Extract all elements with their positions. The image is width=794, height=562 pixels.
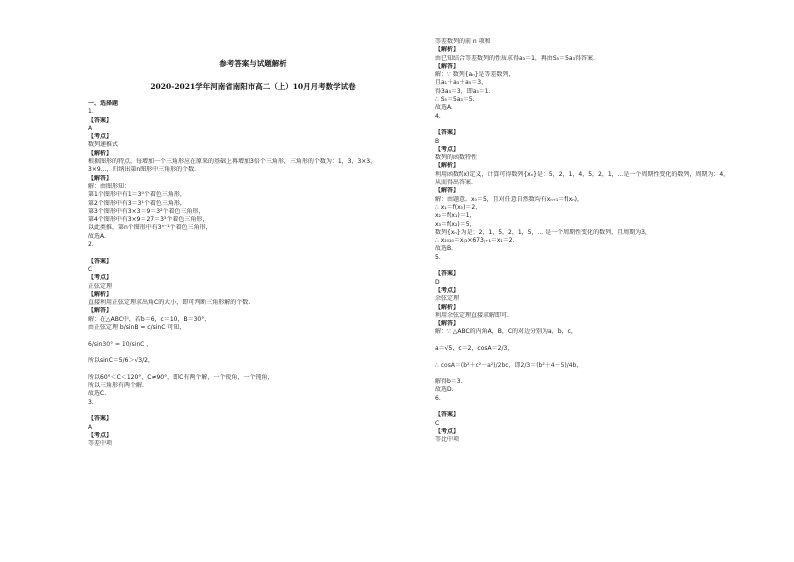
text-line: 数列的函数特性	[435, 154, 478, 162]
text-line: 余弦定理	[435, 295, 460, 303]
text-line: 3×9...，归纳出第n图形中三角形的个数.	[88, 166, 197, 174]
section-heading: 【解析】	[88, 149, 113, 157]
section-heading: 【解析】	[88, 290, 113, 298]
text-line: 第2个图形中有3＝3¹个着色三角形，	[88, 199, 186, 207]
text-line: a＝√5，c＝2，cosA＝2/3，	[435, 344, 514, 352]
section-heading: 【考点】	[435, 427, 460, 435]
text-line: 等差数列的前 n 项和	[435, 38, 491, 45]
text-line: 第1个图形中有1＝3⁰个着色三角形，	[88, 191, 186, 199]
text-line: 4.	[435, 112, 441, 120]
section-heading: 【解析】	[435, 162, 460, 170]
section-heading: 【答案】	[435, 129, 460, 137]
text-line: 直接利用正弦定理求出角C的大小，即可判断三角形解的个数.	[88, 299, 251, 307]
text-line: C	[88, 265, 93, 273]
text-line: x₂＝f(x₁)＝1，	[435, 212, 476, 220]
text-line: 由正弦定理 b/sinB = c/sinC 可知，	[88, 324, 186, 332]
text-line: 所以60°＜C＜120°，C≠90°，即C有两个解，一个锐角，一个钝角，	[88, 373, 274, 381]
text-line	[435, 403, 775, 411]
text-line: 第3个图形中有3×3＝9＝3²个着色三角形，	[88, 207, 205, 215]
text-line: 解：∵ 数列{aₙ}是等差数列，	[435, 71, 515, 79]
section-heading: 【考点】	[88, 133, 113, 141]
text-line: 1.	[88, 108, 94, 116]
text-line	[88, 349, 418, 357]
text-line: 从而得出答案.	[435, 179, 473, 187]
text-line	[88, 249, 418, 257]
text-line: 得3a₃＝3，即a₃＝1.	[435, 87, 491, 95]
text-line: 数列{xₙ}为是：2，1，5，2，1，5，... 是一个周期性变化的数列，且周期为3，	[435, 228, 651, 236]
right-column	[435, 38, 775, 445]
text-line: 且a₁＋a₃＋a₅＝3，	[435, 79, 488, 87]
left-column-body	[88, 100, 418, 448]
text-line: 故选A.	[435, 104, 453, 112]
text-line: 故选A.	[88, 232, 106, 240]
text-line	[435, 370, 775, 378]
document-subtitle: 2020-2021学年河南省南阳市高二（上）10月月考数学试卷	[150, 82, 356, 91]
text-line: 正弦定理	[88, 282, 113, 290]
text-line: 所以三角形有两个解.	[88, 382, 144, 390]
section-heading: 【考点】	[435, 145, 460, 153]
section-heading: 【答案】	[435, 270, 460, 278]
text-line: 解得b＝3.	[435, 378, 463, 386]
text-line: B	[435, 137, 440, 145]
section-heading: 【解答】	[435, 62, 460, 70]
text-line: 故选B.	[435, 245, 454, 253]
text-line: 5.	[435, 253, 441, 261]
section-heading: 【答案】	[88, 415, 113, 423]
text-line	[435, 337, 775, 345]
section-heading: 【答案】	[435, 411, 460, 419]
text-line: A	[88, 423, 93, 431]
document-title: 参考答案与试题解析	[219, 59, 287, 68]
left-column	[88, 58, 418, 448]
section-heading: 【答案】	[88, 257, 113, 265]
section-heading: 【考点】	[435, 286, 460, 294]
text-line: 6/sin30° = 10/sinC ，	[88, 340, 153, 348]
text-line: C	[435, 419, 440, 427]
text-line: 2.	[88, 241, 94, 249]
text-line: 等比中项	[435, 436, 460, 444]
section-heading: 一、选择题	[88, 100, 119, 107]
text-line: ∴ S₅＝5a₃＝5.	[435, 96, 475, 104]
text-line: 故选C.	[88, 390, 107, 398]
text-line	[435, 121, 775, 129]
section-heading: 【解答】	[88, 307, 113, 315]
text-line	[88, 366, 418, 374]
text-line: 利用余弦定理直接求解即可.	[435, 311, 509, 319]
text-line: ∴ x₂₀₂₀＝x₍₃×673₎₊₁＝x₁＝2.	[435, 237, 515, 245]
text-line: 以此类推，第n个图形中有3ⁿ⁻¹个着色三角形，	[88, 224, 212, 232]
text-line: 解：在△ABC中，若b＝6，c＝10，B＝30°，	[88, 315, 211, 323]
text-line: 解：∵ △ABC的内角A，B，C的对边分别为a，b，c，	[435, 328, 577, 336]
text-line: 故选D.	[435, 386, 454, 394]
text-line: ∴ x₁＝f(x₀)＝2，	[435, 203, 482, 211]
text-line	[435, 353, 775, 361]
text-line: ∴ cosA＝(b²＋c²－a²)/2bc，即2/3＝(b²＋4－5)/4b，	[435, 361, 583, 369]
text-line: 解：由图形知：	[88, 182, 131, 190]
text-line: 所以sinC＝5/6＞√3/2，	[88, 357, 154, 365]
section-heading: 【考点】	[88, 431, 113, 439]
text-line: 6.	[435, 394, 441, 402]
text-line: 数列递推式	[88, 141, 119, 149]
text-line: 3.	[88, 398, 94, 406]
text-line: 等差中项	[88, 440, 113, 448]
text-line	[88, 407, 418, 415]
section-heading: 【解析】	[435, 46, 460, 54]
text-line: 第4个图形中有3×9＝27＝3³个着色三角形，	[88, 216, 209, 224]
section-heading: 【答案】	[88, 116, 113, 124]
text-line: 利用函数f(x)定义，计算可得数列{xₙ}是：5，2，1，4，5，2，1，...是一个周期性变化的数列，周期为：4，	[435, 170, 730, 178]
right-column-body	[435, 38, 775, 445]
text-line	[88, 332, 418, 340]
text-line: 由已知结合等差数列的性质求得a₃＝1，再由S₅＝5a₃得答案.	[435, 54, 595, 62]
text-line: 根据图形的特点，每增加一个三角形应在原来的基础上再增加3倍个三角形，三角形的个数为：1，3，3×3，	[88, 158, 377, 166]
section-heading: 【解答】	[435, 187, 460, 195]
section-heading: 【解答】	[435, 320, 460, 328]
text-line	[435, 262, 775, 270]
text-line: A	[88, 124, 93, 132]
text-line: 解：由题意，x₀＝5，且对任意自然数均有xₙ₊₁＝f(xₙ)，	[435, 195, 584, 203]
section-heading: 【考点】	[88, 274, 113, 282]
text-line: D	[435, 278, 440, 286]
section-heading: 【解答】	[88, 174, 113, 182]
section-heading: 【解析】	[435, 303, 460, 311]
text-line: x₃＝f(x₂)＝5，	[435, 220, 476, 228]
